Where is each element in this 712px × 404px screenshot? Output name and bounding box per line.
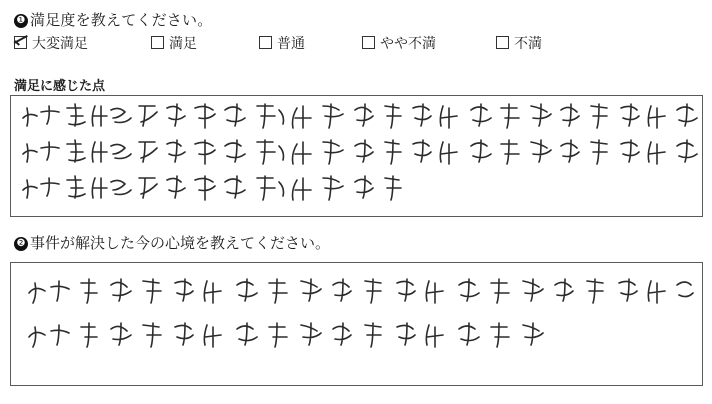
checkbox-satisfied[interactable] — [151, 36, 164, 49]
answer-box-current-feelings[interactable] — [10, 262, 703, 386]
choice-very-satisfied[interactable] — [14, 33, 88, 53]
answer-box-satisfaction-reason[interactable] — [10, 95, 703, 217]
question-2-number: ❷ — [14, 237, 28, 251]
choice-label-very-satisfied: 大変満足 — [32, 35, 88, 51]
choice-label-dissatisfied: 不満 — [514, 35, 542, 51]
handwriting-answer-1 — [11, 96, 702, 216]
question-1-text: 満足度を教えてください。 — [30, 12, 213, 29]
choice-dissatisfied[interactable] — [496, 33, 542, 53]
checkbox-neutral[interactable] — [259, 36, 272, 49]
choice-label-somewhat-dissatisfied: やや不満 — [380, 35, 436, 51]
checkbox-somewhat-dissatisfied[interactable] — [362, 36, 375, 49]
question-1-number: ❶ — [14, 14, 28, 28]
checkbox-dissatisfied[interactable] — [496, 36, 509, 49]
checkbox-very-satisfied[interactable] — [14, 36, 27, 49]
choice-label-neutral: 普通 — [277, 35, 305, 51]
satisfaction-choice-group — [14, 33, 698, 55]
question-1-heading — [14, 9, 212, 30]
choice-neutral[interactable] — [259, 33, 305, 53]
choice-somewhat-dissatisfied[interactable] — [362, 33, 436, 53]
question-1-subheading: 満足に感じた点 — [14, 78, 106, 93]
choice-label-satisfied: 満足 — [169, 35, 197, 51]
handwriting-answer-2 — [11, 263, 702, 385]
choice-satisfied[interactable] — [151, 33, 197, 53]
question-2-text: 事件が解決した今の心境を教えてください。 — [30, 235, 331, 252]
question-2-heading — [14, 232, 330, 253]
